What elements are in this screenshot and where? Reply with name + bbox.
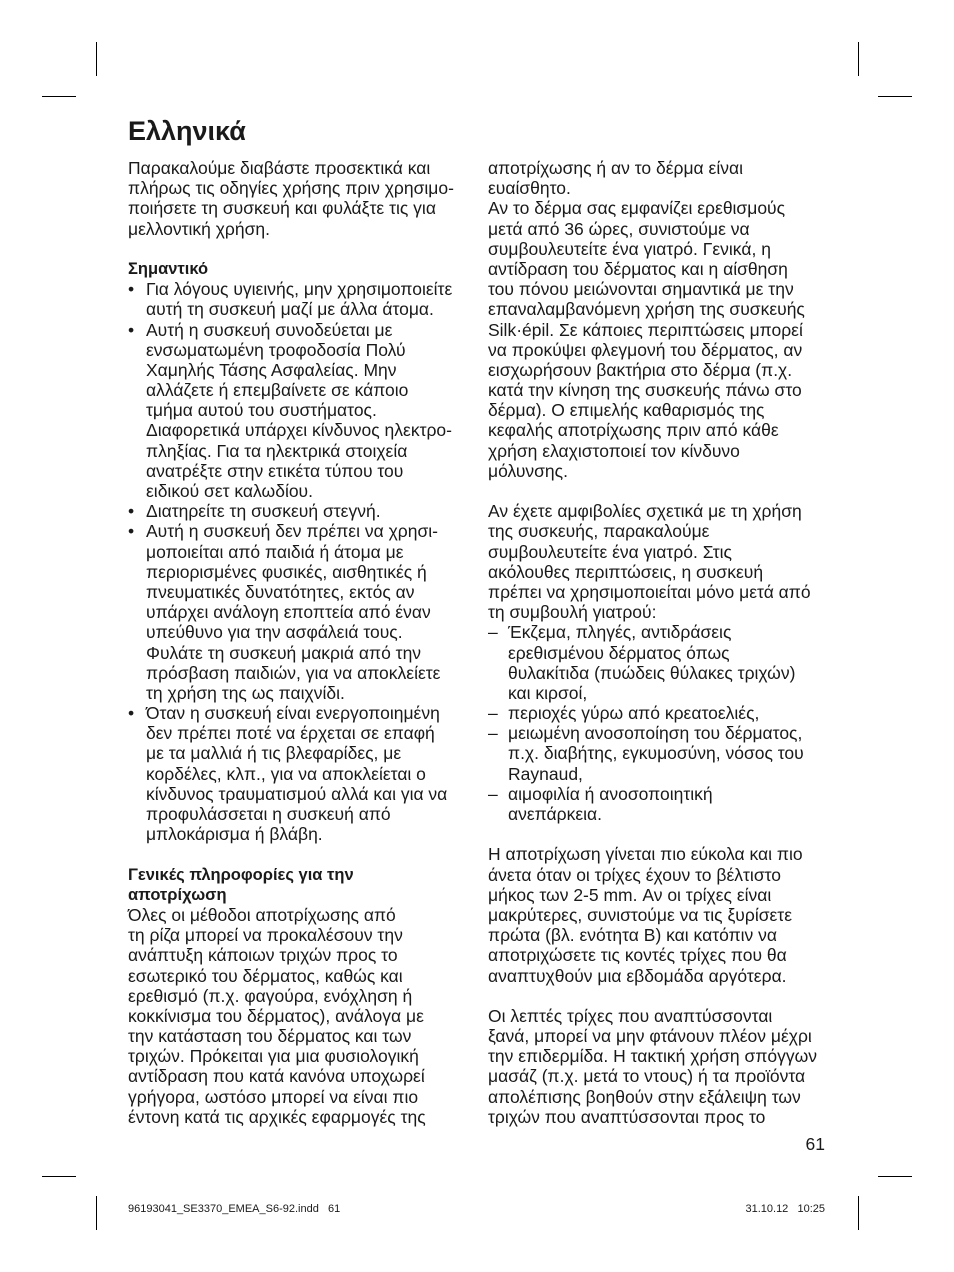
text-line: ερεθισμό (π.χ. φαγούρα, ενόχληση ή xyxy=(128,985,413,1006)
text-line: μασάζ (π.χ. μετά το ντους) ή τα προϊόντα xyxy=(488,1066,806,1087)
text-line: δέρμα). Ο επιμελής καθαρισμός της xyxy=(488,400,765,421)
crop-mark xyxy=(858,42,859,76)
text-line: Όταν η συσκευή είναι ενεργοποιημένη xyxy=(146,703,440,724)
text-line: χρήση ελαχιστοποιεί τον κίνδυνο xyxy=(488,440,740,461)
text-line: θυλακίτιδα (πυώδεις θύλακες τριχών) xyxy=(508,662,796,683)
text-line: μελλοντική χρήση. xyxy=(128,218,271,239)
text-line: μοποιείται από παιδιά ή άτομα με xyxy=(146,541,404,562)
text-line: Silk·épil. Σε κάποιες περιπτώσεις μπορεί xyxy=(488,319,803,340)
text-line: αλλάζετε ή επεμβαίνετε σε κάποιο xyxy=(146,380,409,401)
section-heading-important xyxy=(128,259,473,279)
text-line: Αυτή η συσκευή συνοδεύεται με xyxy=(146,319,393,340)
crop-mark xyxy=(96,42,97,76)
text-line: της συσκευής, παρακαλούμε xyxy=(488,521,710,542)
text-line: Έκζεμα, πληγές, αντιδράσεις xyxy=(508,622,732,643)
text-line: προφυλάσσεται η συσκευή από xyxy=(146,804,391,824)
text-line: ακόλουθες περιπτώσεις, η συσκευή xyxy=(488,561,764,582)
text-line: μετά από 36 ώρες, συνιστούμε να xyxy=(488,218,750,239)
heading-line: Γενικές πληροφορίες για την xyxy=(128,865,354,884)
text-line: Φυλάτε τη συσκευή μακριά από την xyxy=(146,642,422,663)
text-line: τμήμα αυτού του συστήματος. xyxy=(146,400,377,421)
text-line: άνετα όταν οι τρίχες έχουν το βέλτιστο xyxy=(488,864,782,885)
text-line: δεν πρέπει ποτέ να έρχεται σε επαφή xyxy=(146,723,435,744)
text-line: τη ρίζα μπορεί να προκαλέσουν την xyxy=(128,925,403,946)
text-line: αναπτυχθούν μια εβδομάδα αργότερα. xyxy=(488,965,787,986)
text-line: κίνδυνος τραυματισμού αλλά και για να xyxy=(146,783,448,804)
dash-item xyxy=(488,723,833,784)
text-line: πρέπει να χρησιμοποιείται μόνο μετά από xyxy=(488,581,811,602)
right-column xyxy=(488,158,833,1127)
text-line: υπάρχει ανάλογη εποπτεία από έναν xyxy=(146,602,431,623)
text-line: ανεπάρκεια. xyxy=(508,804,602,824)
text-line: με τα μαλλιά ή τις βλεφαρίδες, με xyxy=(146,743,402,764)
text-line: να προκύψει φλεγμονή του δέρματος, αν xyxy=(488,339,803,360)
text-line: αποτριχώσετε τις κοντές τρίχες που θα xyxy=(488,945,787,966)
text-line: Raynaud, xyxy=(508,763,583,784)
text-line: ποιήσετε τη συσκευή και φυλάξτε τις για xyxy=(128,198,436,219)
dash-item xyxy=(488,784,833,824)
conditions-list xyxy=(488,622,833,824)
text-line: συμβουλευτείτε ένα γιατρό. Γενικά, η xyxy=(488,238,771,259)
crop-mark xyxy=(878,1176,912,1177)
text-line: αιμοφιλία ή ανοσοποιητική xyxy=(508,783,713,804)
text-line: ενσωματωμένη τροφοδοσία Πολύ xyxy=(146,339,406,360)
crop-mark xyxy=(858,1196,859,1230)
text-line: υπεύθυνο για την ασφάλειά τους. xyxy=(146,622,403,643)
dash: – xyxy=(488,703,498,724)
section-heading-general xyxy=(128,865,473,905)
bullet-item xyxy=(128,279,473,319)
text-line: ανατρέξτε στην ετικέτα τύπου του xyxy=(146,460,404,481)
crop-mark xyxy=(96,1196,97,1230)
text-line: μήκος των 2-5 mm. Αν οι τρίχες είναι xyxy=(488,884,772,905)
bullet-item xyxy=(128,703,473,844)
text-line: μόλυνσης. xyxy=(488,460,568,481)
text-line: πρώτα (βλ. ενότητα B) και κατόπιν να xyxy=(488,925,778,946)
page-title: Ελληνικά xyxy=(128,116,246,146)
intro-paragraph xyxy=(128,158,473,239)
text-line: ανάπτυξη κάποιων τριχών προς το xyxy=(128,945,398,966)
text-line: κορδέλες, κλπ., για να αποκλείεται ο xyxy=(146,763,426,784)
page-number: 61 xyxy=(805,1134,825,1154)
text-line: μειωμένη ανοσοποίηση του δέρματος, xyxy=(508,723,803,744)
text-line: πρόσβαση παιδιών, για να αποκλείετε xyxy=(146,662,441,683)
hair-length-paragraph xyxy=(488,844,833,985)
text-line: αποτρίχωσης ή αν το δέρμα είναι xyxy=(488,158,743,178)
text-line: επαναλαμβανόμενη χρήση της συσκευής xyxy=(488,299,805,320)
text-line: την επιδερμίδα. Η τακτική χρήση σπόγγων xyxy=(488,1046,818,1067)
text-line: πλήρως τις οδηγίες χρήσης πριν χρησιμο- xyxy=(128,178,454,199)
bullet: • xyxy=(128,279,135,300)
text-line: τριχών. Πρόκειται για μια φυσιολογική xyxy=(128,1046,419,1067)
text-line: αυτή τη συσκευή μαζί με άλλα άτομα. xyxy=(146,299,434,320)
text-line: εισχωρήσουν βακτήρια στο δέρμα (π.χ. xyxy=(488,359,793,380)
text-line: Διαφορετικά υπάρχει κίνδυνος ηλεκτρο- xyxy=(146,420,452,441)
crop-mark xyxy=(878,96,912,97)
bullet-item xyxy=(128,320,473,502)
doubts-paragraph xyxy=(488,501,833,622)
bullet-item xyxy=(128,501,473,521)
text-line: Αυτή η συσκευή δεν πρέπει να χρησι- xyxy=(146,521,438,542)
dash: – xyxy=(488,723,498,744)
text-line: του πόνου μειώνονται σημαντικά με την xyxy=(488,279,794,300)
text-line: μπλοκάρισμα ή βλάβη. xyxy=(146,824,323,845)
text-line: πνευματικές δυνατότητες, εκτός αν xyxy=(146,581,415,602)
text-line: αντίδραση του δέρματος και η αίσθηση xyxy=(488,258,788,279)
text-line: Οι λεπτές τρίχες που αναπτύσσονται xyxy=(488,1005,773,1026)
text-line: κατά την κίνηση της συσκευής πάνω στο xyxy=(488,380,802,401)
bullet-item xyxy=(128,521,473,703)
dash-item xyxy=(488,622,833,703)
heading-line: Σημαντικό xyxy=(128,259,209,278)
text-line: ξανά, μπορεί να μην φτάνουν πλέον μέχρι xyxy=(488,1026,812,1047)
text-line: ειδικού σετ καλωδίου. xyxy=(146,481,313,501)
text-line: και κιρσοί, xyxy=(508,682,588,703)
text-line: γρήγορα, ωστόσο μπορεί να είναι πιο xyxy=(128,1086,419,1107)
bullet: • xyxy=(128,501,135,522)
text-line: μακρύτερες, συνιστούμε να τις ξυρίσετε xyxy=(488,904,793,925)
continued-paragraph xyxy=(488,158,833,481)
text-line: κεφαλής αποτρίχωσης πριν από κάθε xyxy=(488,420,779,441)
dash: – xyxy=(488,783,498,804)
text-line: τη συμβουλή γιατρού: xyxy=(488,602,657,623)
text-line: Όλες οι μέθοδοι αποτρίχωσης από xyxy=(128,904,396,925)
text-line: πληξίας. Για τα ηλεκτρικά στοιχεία xyxy=(146,440,408,461)
important-list xyxy=(128,279,473,844)
text-line: συμβουλευτείτε ένα γιατρό. Στις xyxy=(488,541,732,562)
dash-item xyxy=(488,703,833,723)
text-line: ευαίσθητο. xyxy=(488,178,571,199)
text-line: τριχών που αναπτύσσονται προς το xyxy=(488,1106,766,1127)
text-line: Αν το δέρμα σας εμφανίζει ερεθισμούς xyxy=(488,198,786,219)
text-line: περιοχές γύρω από κρεατοελιές, xyxy=(508,703,760,724)
text-line: Για λόγους υγιεινής, μην χρησιμοποιείτε xyxy=(146,279,453,300)
footer-file-info: 96193041_SE3370_EMEA_S6-92.indd 61 xyxy=(128,1203,341,1215)
text-line: κοκκίνισμα του δέρματος), ανάλογα με xyxy=(128,1005,424,1026)
text-line: Χαμηλής Τάσης Ασφαλείας. Μην xyxy=(146,359,397,380)
text-line: Διατηρείτε τη συσκευή στεγνή. xyxy=(146,501,381,522)
text-line: την κατάσταση του δέρματος και των xyxy=(128,1026,412,1047)
bullet: • xyxy=(128,703,135,724)
text-line: Παρακαλούμε διαβάστε προσεκτικά και xyxy=(128,158,431,178)
text-line: π.χ. διαβήτης, εγκυμοσύνη, νόσος του xyxy=(508,743,804,764)
text-line: Η αποτρίχωση γίνεται πιο εύκολα και πιο xyxy=(488,844,803,865)
text-line: περιορισμένες φυσικές, αισθητικές ή xyxy=(146,561,427,582)
crop-mark xyxy=(42,1176,76,1177)
text-line: Αν έχετε αμφιβολίες σχετικά με τη χρήση xyxy=(488,501,802,522)
general-paragraph xyxy=(128,905,473,1127)
footer-date: 31.10.12 10:25 xyxy=(745,1203,825,1215)
text-line: εσωτερικό του δέρματος, καθώς και xyxy=(128,965,403,986)
left-column xyxy=(128,158,473,1127)
text-line: απολέπισης βοηθούν στην εξάλειψη των xyxy=(488,1086,801,1107)
dash: – xyxy=(488,622,498,643)
bullet: • xyxy=(128,521,135,542)
text-line: έντονη κατά τις αρχικές εφαρμογές της xyxy=(128,1106,426,1127)
text-line: ερεθισμένου δέρματος όπως xyxy=(508,642,730,663)
text-line: αντίδραση που κατά κανόνα υποχωρεί xyxy=(128,1066,425,1087)
text-line: τη χρήση της ως παιχνίδι. xyxy=(146,682,345,703)
crop-mark xyxy=(42,96,76,97)
heading-line: αποτρίχωση xyxy=(128,885,227,904)
bullet: • xyxy=(128,319,135,340)
fine-hairs-paragraph xyxy=(488,1006,833,1127)
